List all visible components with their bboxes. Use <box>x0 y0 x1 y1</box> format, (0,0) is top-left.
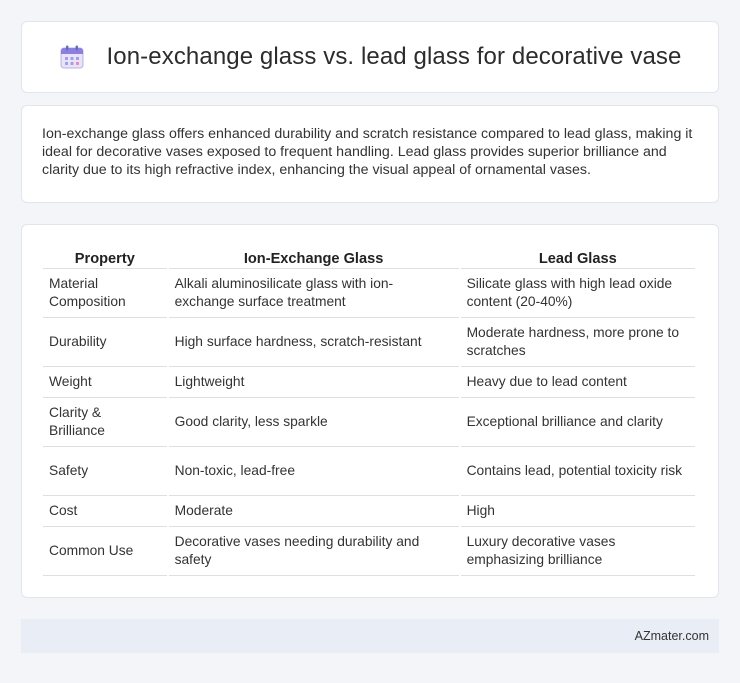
table-row <box>43 367 695 398</box>
comparison-table <box>41 245 697 576</box>
cell-property: Clarity & Brilliance <box>43 398 167 447</box>
cell-property: Material Composition <box>43 269 167 318</box>
calendar-icon <box>59 44 85 70</box>
cell-lead: Heavy due to lead content <box>461 367 695 398</box>
footer-brand[interactable]: AZmater.com <box>634 629 709 643</box>
header-lead: Lead Glass <box>461 245 695 269</box>
cell-lead: Luxury decorative vases emphasizing brilliance <box>461 527 695 576</box>
footer <box>21 619 719 653</box>
table-row <box>43 269 695 318</box>
table-header-row <box>43 245 695 269</box>
cell-ion-exchange: Lightweight <box>169 367 459 398</box>
cell-lead: Moderate hardness, more prone to scratches <box>461 318 695 367</box>
title-card <box>21 21 719 93</box>
comparison-card <box>21 224 719 598</box>
cell-property: Weight <box>43 367 167 398</box>
cell-ion-exchange: Alkali aluminosilicate glass with ion-exchange surface treatment <box>169 269 459 318</box>
table-row <box>43 398 695 447</box>
table-row <box>43 527 695 576</box>
cell-property: Durability <box>43 318 167 367</box>
cell-lead: High <box>461 496 695 527</box>
cell-lead: Contains lead, potential toxicity risk <box>461 447 695 496</box>
intro-text: Ion-exchange glass offers enhanced durability and scratch resistance compared to lead glass, making it ideal for decorative vases exposed to frequent handling. Lead glass provides superior brilliance and clarity due to its high refractive index, enhancing the visual appeal of ornamental vases. <box>42 126 693 178</box>
cell-ion-exchange: Non-toxic, lead-free <box>169 447 459 496</box>
intro-card <box>21 105 719 203</box>
cell-lead: Exceptional brilliance and clarity <box>461 398 695 447</box>
cell-ion-exchange: High surface hardness, scratch-resistant <box>169 318 459 367</box>
table-row <box>43 496 695 527</box>
cell-property: Safety <box>43 447 167 496</box>
cell-ion-exchange: Moderate <box>169 496 459 527</box>
cell-property: Common Use <box>43 527 167 576</box>
cell-lead: Silicate glass with high lead oxide content (20-40%) <box>461 269 695 318</box>
header-ion-exchange: Ion-Exchange Glass <box>169 245 459 269</box>
cell-property: Cost <box>43 496 167 527</box>
table-row <box>43 447 695 496</box>
cell-ion-exchange: Good clarity, less sparkle <box>169 398 459 447</box>
header-property: Property <box>43 245 167 269</box>
page-title: Ion-exchange glass vs. lead glass for decorative vase <box>106 43 682 70</box>
table-row <box>43 318 695 367</box>
cell-ion-exchange: Decorative vases needing durability and safety <box>169 527 459 576</box>
